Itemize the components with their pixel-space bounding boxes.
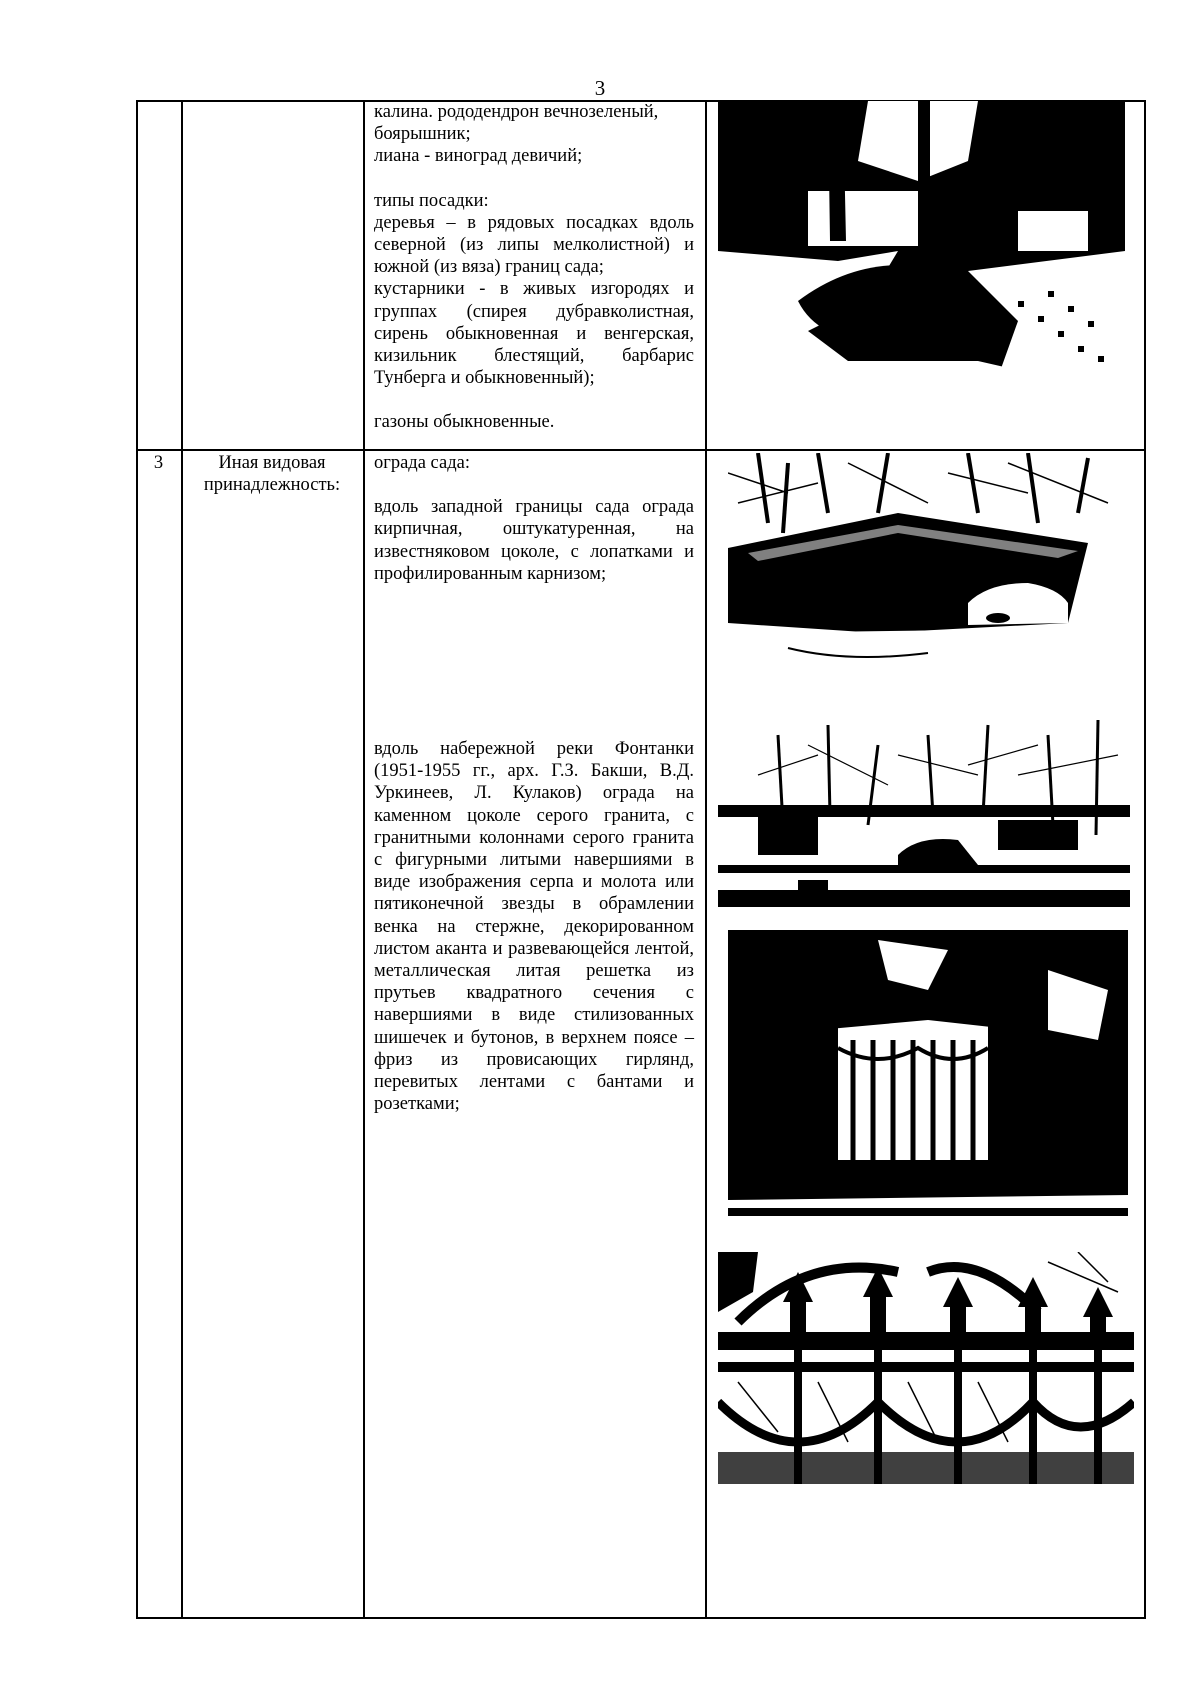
column-divider-2 — [363, 100, 365, 1619]
garden-path-photo-icon — [718, 101, 1125, 377]
fence-finials-photo-icon — [718, 1252, 1134, 1484]
lawns-text: газоны обыкновенные. — [374, 412, 555, 433]
west-fence-text: вдоль западной границы сада ограда кирпичная, оштукатуренная, на известняковом цоколе, с лопатками и профилированным карнизом; — [374, 497, 694, 584]
planting-types-heading: типы посадки: — [374, 190, 489, 211]
fence-description — [374, 452, 694, 585]
category-label: Иная видовая принадлежность: — [203, 453, 341, 496]
table-border-right — [1144, 100, 1146, 1619]
column-divider-1 — [181, 100, 183, 1619]
embankment-fence-text: вдоль набережной реки Фонтанки (1951-1955 гг., арх. Г.З. Бакши, В.Д. Уркинеев, Л. Кулаков) ограда на каменном цоколе серого гранита, с гранитными колоннами серого гранита с фигурными литыми навершиями в виде изображения серпа и молота или пятиконечной звезды в обрамлении венка на стержне, декорированном листом аканта и развевающейся лентой, металлическая литая решетка из прутьев квадратного сечения с навершиями в виде стилизованных шишечек и бутонов, в верхнем поясе – фриз из провисающих гирлянд, перевитых лентами с бантами и розетками; — [374, 739, 694, 1115]
text-line: боярышник; — [374, 124, 471, 145]
fence-heading: ограда сада: — [374, 453, 470, 473]
table-border-bottom — [136, 1617, 1146, 1619]
row-number: 3 — [153, 453, 164, 473]
trees-text: деревья – в рядовых посадках вдоль северной (из липы мелколистной) и южной (из вяза) границ сада; — [374, 212, 694, 278]
shrubs-text: кустарники - в живых изгородях и группах (спирея дубравколистная, сирень обыкновенная и венгерская, кизильник блестящий, барбарис Тунберга и обыкновенный); — [374, 279, 694, 389]
table-border-left — [136, 100, 138, 1619]
embankment-fence-photo-icon — [718, 715, 1130, 907]
plantings-description — [374, 101, 694, 434]
column-divider-3 — [705, 100, 707, 1619]
row-divider — [136, 449, 1146, 451]
text-line: калина. рододендрон вечнозеленый, — [374, 102, 659, 122]
page-number: 3 — [594, 76, 606, 100]
text-line: лиана - виноград девичий; — [374, 146, 583, 167]
granite-pillars-fence-photo-icon — [728, 930, 1128, 1230]
embankment-fence-description — [374, 738, 694, 1115]
brick-wall-photo-icon — [728, 453, 1128, 683]
